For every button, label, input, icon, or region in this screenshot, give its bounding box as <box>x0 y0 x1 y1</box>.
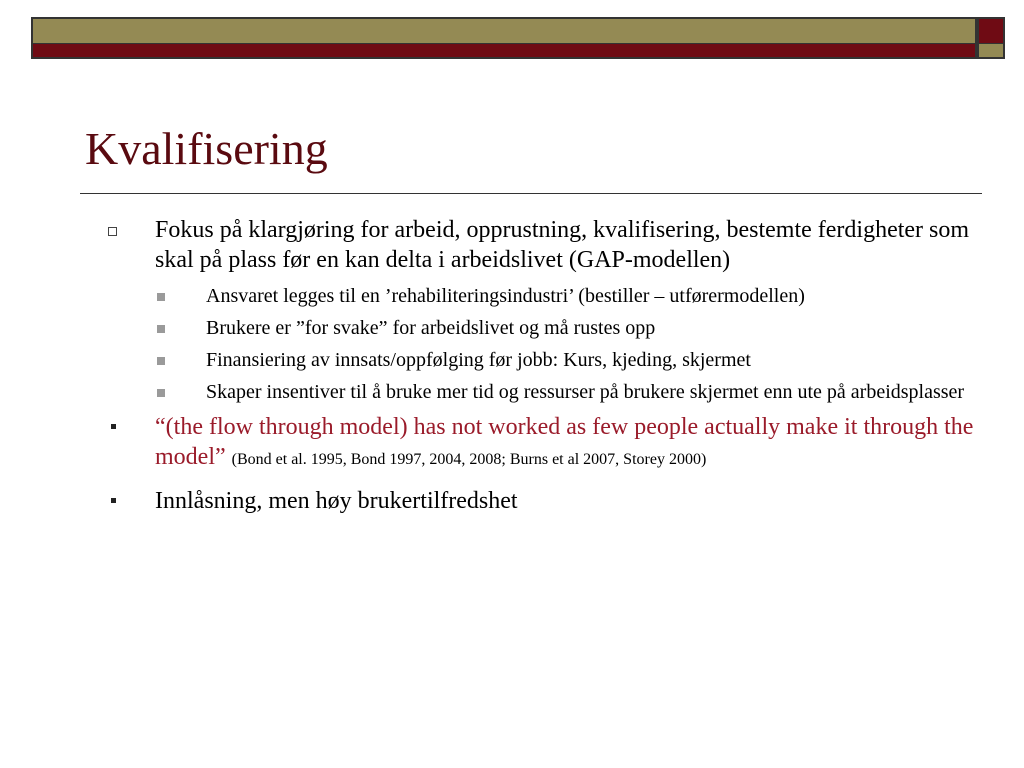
final-bullet-text: Innlåsning, men høy brukertilfredshet <box>155 488 518 515</box>
subbullet <box>108 316 983 341</box>
filled-square-bullet-icon <box>157 357 165 365</box>
header-band-olive <box>31 17 977 43</box>
filled-square-bullet-icon <box>157 293 165 301</box>
hollow-square-bullet-icon <box>108 227 117 236</box>
bullet-level1 <box>108 216 983 276</box>
title-divider <box>80 193 982 194</box>
filled-square-bullet-icon <box>157 389 165 397</box>
small-square-bullet-icon <box>111 424 116 429</box>
slide-title: Kvalifisering <box>85 123 328 174</box>
final-bullet <box>108 486 983 516</box>
header-corner-red-square <box>977 17 1005 43</box>
filled-square-bullet-icon <box>157 325 165 333</box>
subbullet-text: Brukere er ”for svake” for arbeidslivet og må rustes opp <box>206 316 656 339</box>
subbullet <box>108 348 983 373</box>
header-band-red <box>31 43 977 59</box>
small-square-bullet-icon <box>111 498 116 503</box>
subbullet-text: Skaper insentiver til å bruke mer tid og ressurser på brukere skjermet enn ute på arbeidsplasser <box>206 381 965 404</box>
subbullet-text: Ansvaret legges til en ’rehabiliteringsindustri’ (bestiller – utførermodellen) <box>206 284 805 307</box>
quote-bullet <box>108 412 983 472</box>
bullet-text: Fokus på klargjøring for arbeid, opprustning, kvalifisering, bestemte ferdigheter som skal på plass før en kan delta i arbeidslivet (GAP-modellen) <box>155 217 970 273</box>
slide-content <box>108 216 983 530</box>
quote-text: “(the flow through model) has not worked as few people actually make it through the model” <box>155 414 974 471</box>
subbullet <box>108 284 983 309</box>
subbullet-text: Finansiering av innsats/oppfølging før jobb: Kurs, kjeding, skjermet <box>206 348 751 371</box>
header-corner-olive-square <box>977 43 1005 59</box>
subbullet <box>108 380 983 405</box>
quote-citation: (Bond et al. 1995, Bond 1997, 2004, 2008; Burns et al 2007, Storey 2000) <box>231 451 707 469</box>
